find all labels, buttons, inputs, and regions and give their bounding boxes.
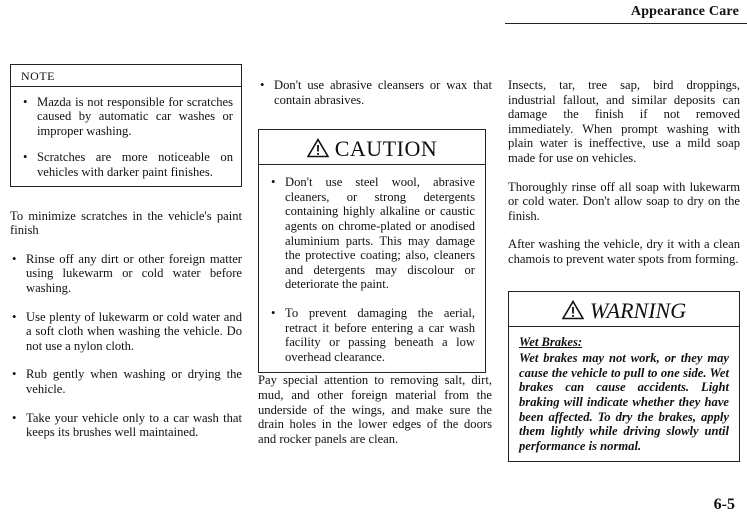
warning-triangle-icon (562, 300, 584, 320)
paragraph: Thoroughly rinse off all soap with lukewarm or cold water. Don't allow soap to dry on the finish. (508, 179, 740, 223)
underside-paragraph: Pay special attention to removing salt, dirt, mud, and other foreign material from the underside of the wings, and make sure the drain holes in the lower edges of the doors and rocker panels are clean. (258, 373, 492, 446)
paragraph: Insects, tar, tree sap, bird droppings, industrial fallout, and similar deposits can damage the finish if not removed immediately. When prompt washing with plain water is ineffective, use a mild soap made for use on vehicles. (508, 78, 740, 165)
column-1 (10, 64, 242, 454)
caution-triangle-icon (307, 138, 329, 158)
washing-tips-list (10, 252, 242, 440)
caution-item: • Don't use steel wool, abrasive cleaners, or strong detergents containing highly alkaline or caustic agents on chrome-plated or anodised aluminium parts. This may damage the protective coating; also, cleaners and detergents may discolour or deteriorate the paint. (269, 175, 475, 292)
header-rule (505, 23, 747, 24)
caution-header (259, 130, 485, 165)
warning-body: Wet brakes may not work, or they may cause the vehicle to pull to one side. Wet brakes can cause accidents. Light braking will indicate whether they have been affected. To dry the brakes, apply them lightly while driving slowly until performance is normal. (519, 351, 729, 453)
note-box (10, 64, 242, 187)
list-item: • Take your vehicle only to a car wash that keeps its brushes well maintained. (10, 411, 242, 440)
note-item: • Scratches are more noticeable on vehicles with darker paint finishes. (21, 150, 233, 179)
page-header (0, 0, 747, 22)
section-title: Appearance Care (630, 4, 739, 19)
column-2 (258, 78, 492, 460)
paragraph: After washing the vehicle, dry it with a clean chamois to prevent water spots from forming. (508, 237, 740, 266)
caution-list (269, 175, 475, 364)
note-title: NOTE (21, 69, 55, 83)
list-item: • Don't use abrasive cleansers or wax that contain abrasives. (258, 78, 492, 107)
caution-title: CAUTION (334, 136, 438, 162)
list-item: • Rinse off any dirt or other foreign matter using lukewarm or cold water before washing. (10, 252, 242, 296)
caution-box (258, 129, 486, 373)
list-item: • Rub gently when washing or drying the vehicle. (10, 367, 242, 396)
warning-title: WARNING (589, 297, 687, 323)
warning-header (509, 292, 739, 327)
note-item: • Mazda is not responsible for scratches caused by automatic car washes or improper washing. (21, 95, 233, 139)
note-divider (11, 86, 241, 87)
list-item: • Use plenty of lukewarm or cold water and a soft cloth when washing the vehicle. Do not use a nylon cloth. (10, 310, 242, 354)
column-3 (508, 78, 740, 462)
warning-subtitle: Wet Brakes: (519, 334, 583, 349)
intro-text: To minimize scratches in the vehicle's paint finish (10, 208, 242, 238)
page-number: 6-5 (713, 496, 735, 513)
abrasive-list (258, 78, 492, 107)
caution-item: • To prevent damaging the aerial, retract it before entering a car wash facility or passing beneath a low overhead clearance. (269, 306, 475, 364)
note-list (21, 95, 233, 180)
warning-box (508, 291, 740, 463)
